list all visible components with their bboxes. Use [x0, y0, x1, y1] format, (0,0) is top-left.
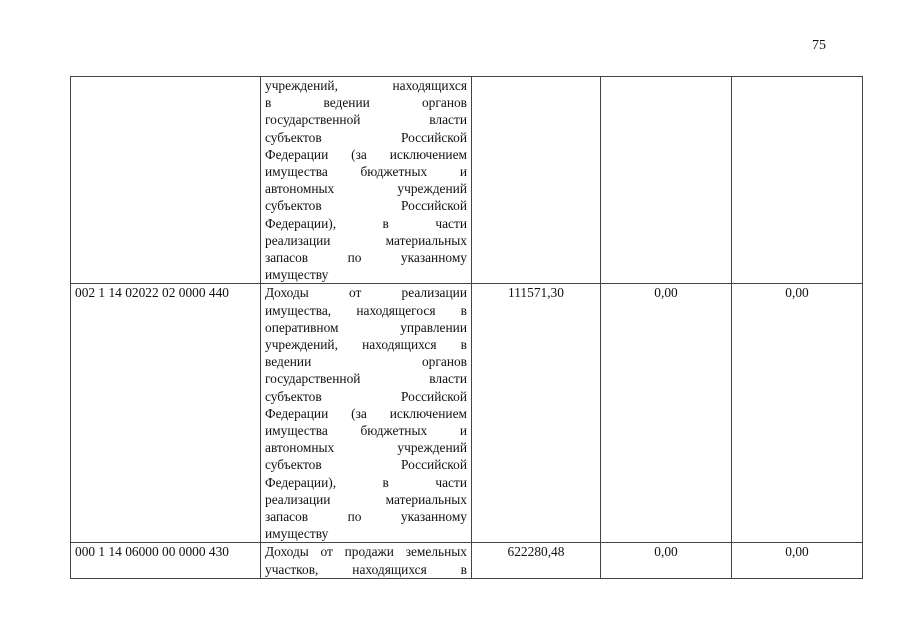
description-line: в ведении органов: [265, 95, 467, 111]
description-line: Федерации (за исключением: [265, 405, 467, 421]
code-cell: 002 1 14 02022 02 0000 440: [71, 284, 261, 543]
revenue-table: [70, 76, 863, 579]
description-line: имуществу: [265, 526, 329, 542]
description-line: государственной власти: [265, 371, 467, 387]
description-line: реализации материальных: [265, 232, 467, 248]
value-cell-2: 0,00: [601, 284, 732, 543]
description-line: субъектов Российской: [265, 457, 467, 473]
description-line: Федерации), в части: [265, 215, 467, 231]
description-line: ведении органов: [265, 354, 467, 370]
value-cell-1: 622280,48: [472, 543, 601, 578]
description-line: запасов по указанному: [265, 509, 467, 525]
description-line: учреждений, находящихся: [265, 78, 467, 93]
description-line: реализации материальных: [265, 491, 467, 507]
description-line: участков, находящихся в: [265, 561, 467, 577]
description-line: запасов по указанному: [265, 250, 467, 266]
description-line: Доходы от продажи земельных: [265, 544, 467, 560]
description-line: Федерации), в части: [265, 474, 467, 490]
description-line: учреждений, находящихся в: [265, 337, 467, 353]
code-cell: [71, 77, 261, 284]
table-row: [71, 77, 863, 284]
description-line: имущества бюджетных и: [265, 423, 467, 439]
description-line: автономных учреждений: [265, 440, 467, 456]
description-cell: [261, 284, 472, 543]
description-line: имуществу: [265, 267, 329, 283]
description-line: автономных учреждений: [265, 181, 467, 197]
description-line: имущества бюджетных и: [265, 164, 467, 180]
description-line: Доходы от реализации: [265, 285, 467, 301]
value-cell-2: [601, 77, 732, 284]
value-cell-1: 111571,30: [472, 284, 601, 543]
description-line: субъектов Российской: [265, 129, 467, 145]
description-line: субъектов Российской: [265, 198, 467, 214]
table-row: [71, 284, 863, 543]
value-cell-1: [472, 77, 601, 284]
description-line: имущества, находящегося в: [265, 302, 467, 318]
value-cell-2: 0,00: [601, 543, 732, 578]
value-cell-3: 0,00: [732, 284, 863, 543]
code-cell: 000 1 14 06000 00 0000 430: [71, 543, 261, 578]
description-line: Федерации (за исключением: [265, 146, 467, 162]
description-cell: [261, 77, 472, 284]
page-number: 75: [812, 38, 826, 53]
description-cell: [261, 543, 472, 578]
description-line: оперативном управлении: [265, 319, 467, 335]
table-row: [71, 543, 863, 578]
value-cell-3: [732, 77, 863, 284]
value-cell-3: 0,00: [732, 543, 863, 578]
description-line: государственной власти: [265, 112, 467, 128]
description-line: субъектов Российской: [265, 388, 467, 404]
